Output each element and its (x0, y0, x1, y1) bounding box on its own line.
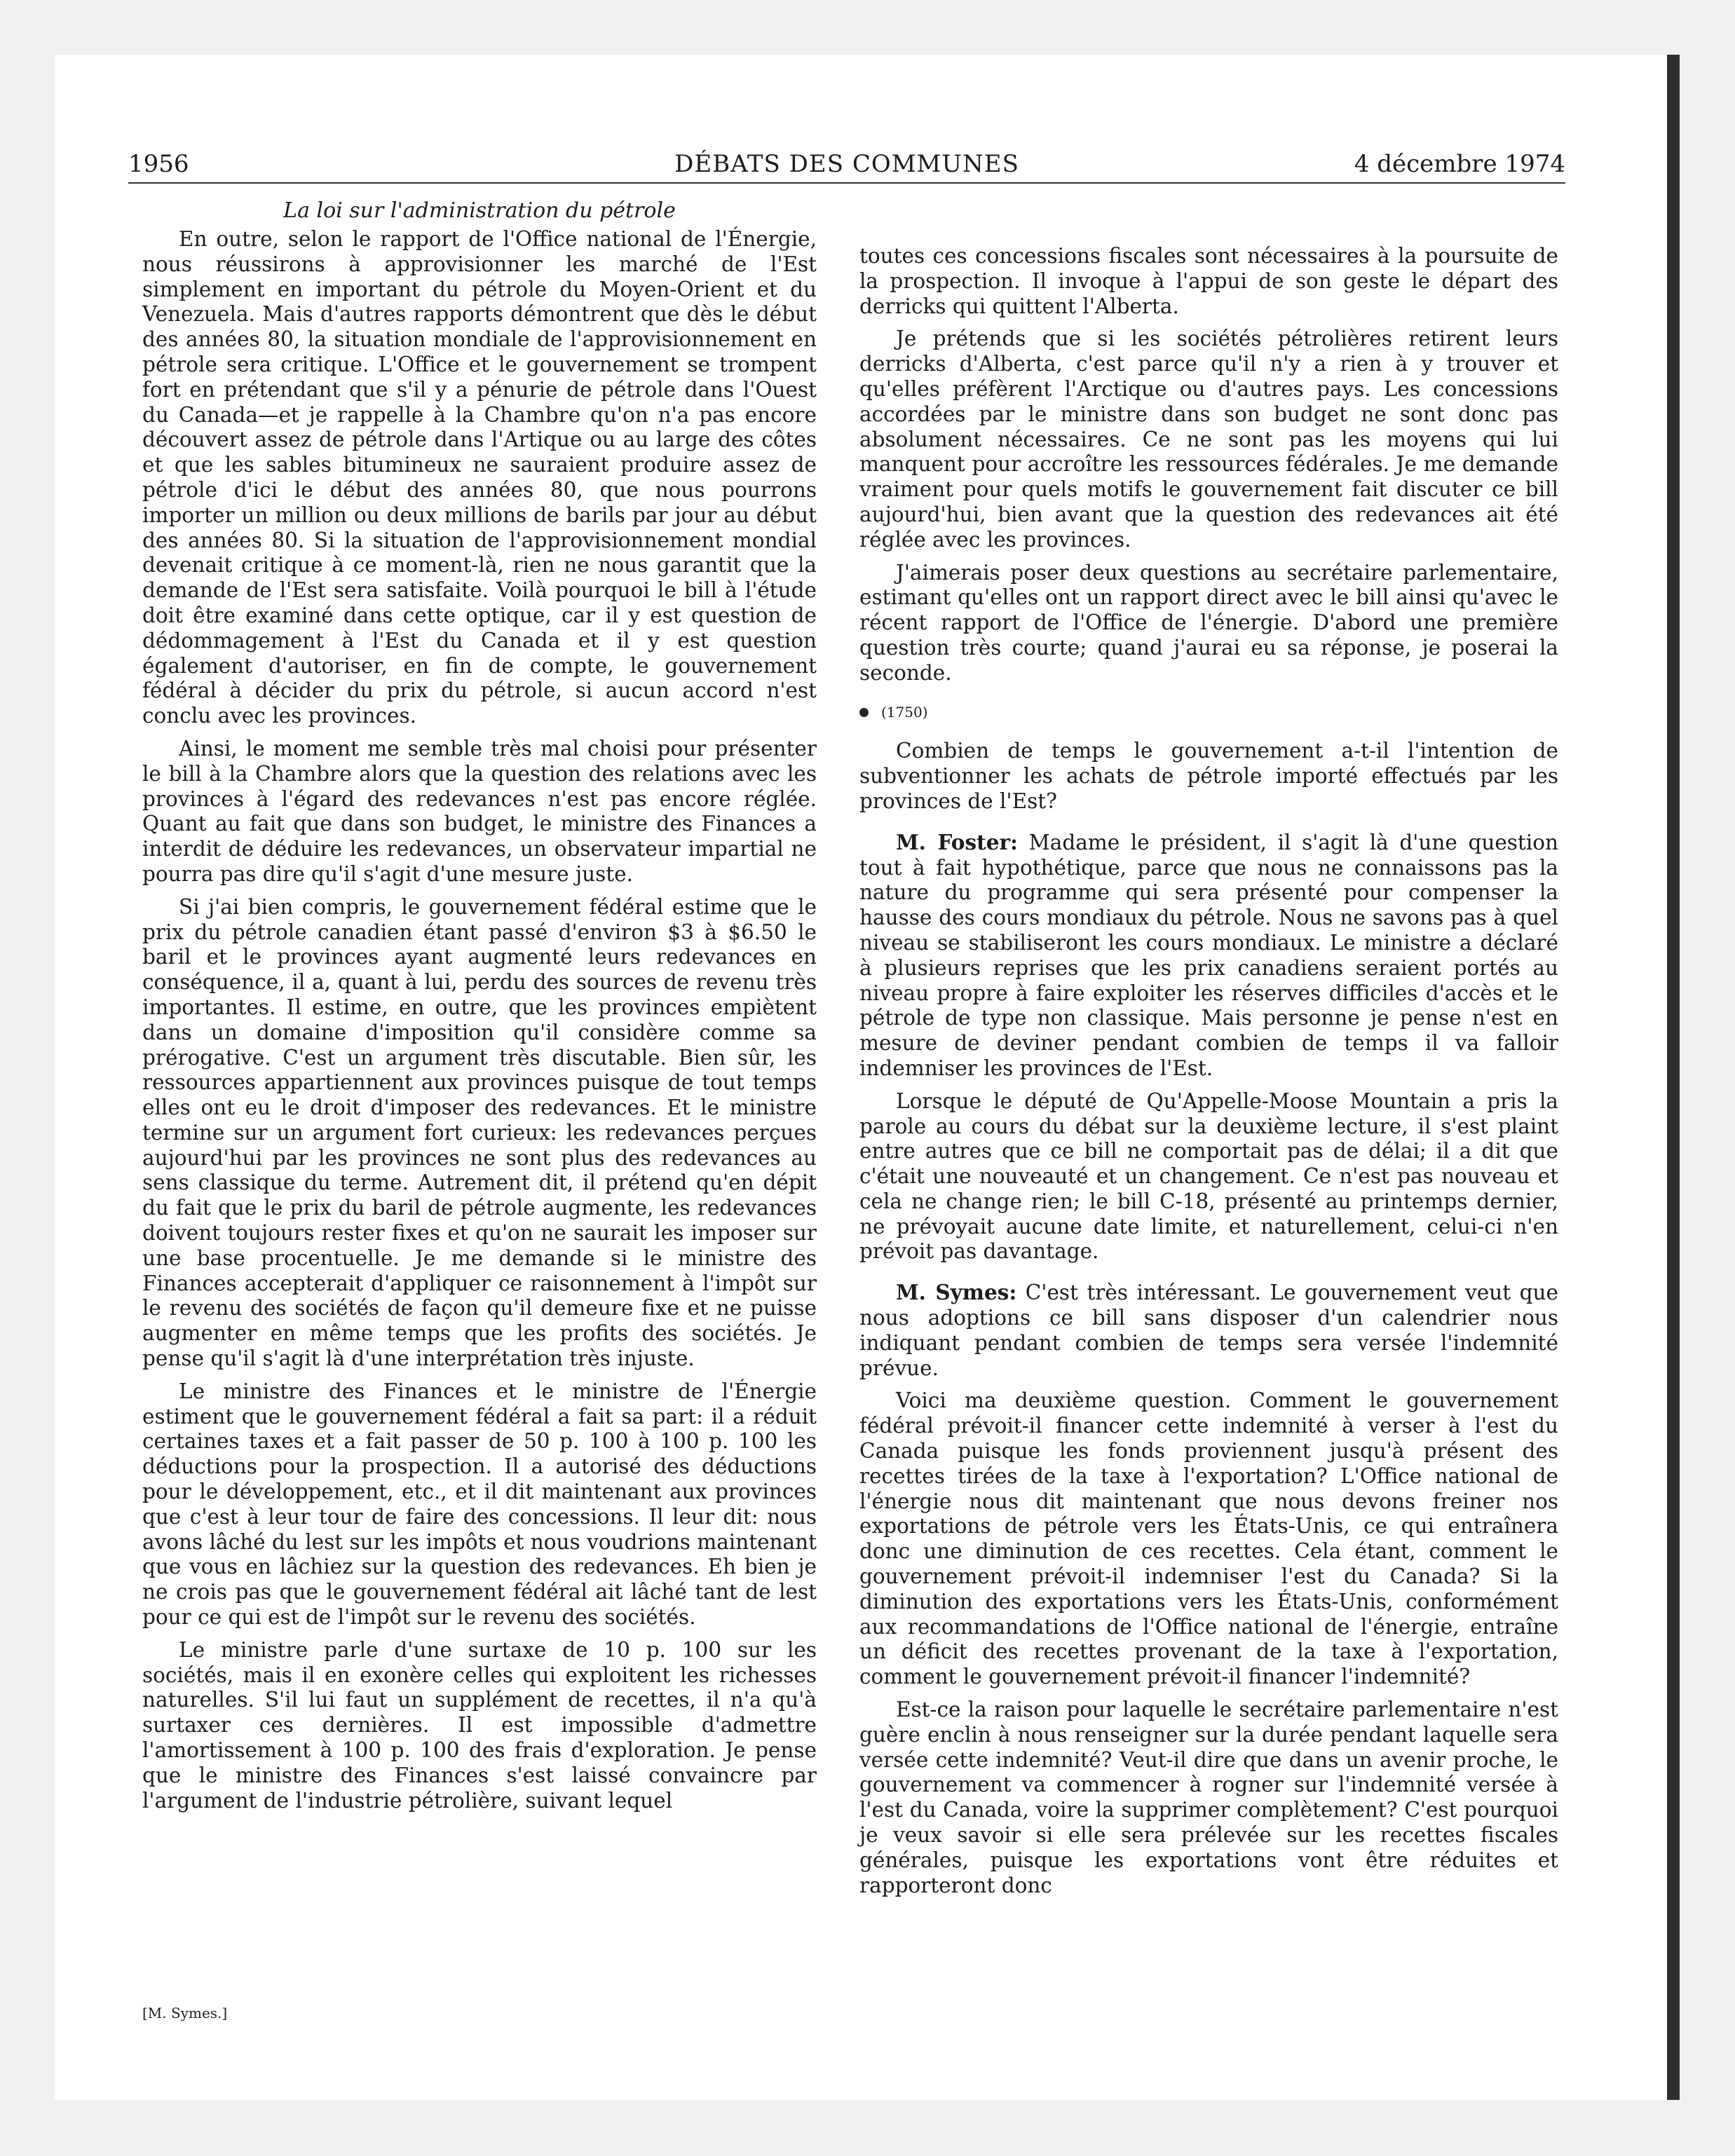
speech-text: C'est très intéressant. Le gouvernement veut que nous adoptions ce bill sans disposer d'un calendrier nous indiquant pendant combien de temps sera versée l'indemnité prévue. (859, 1281, 1558, 1380)
speaker-attribution: [M. Symes.] (142, 2005, 228, 2021)
speech-foster (859, 830, 1558, 1082)
page-number: 1956 (128, 150, 189, 178)
bullet-icon (859, 708, 869, 717)
paragraph: Je prétends que si les sociétés pétrolières retirent leurs derricks d'Alberta, c'est parce qu'il n'y a rien à y trouver et qu'elles préfèrent l'Arctique ou d'autres pays. Les concessions accordées par le ministre dans son budget ne sont donc pas absolument nécessaires. Ce ne sont pas les moyens qui lui manquent pour accroître les ressources fédérales. Je me demande vraiment pour quels motifs le gouvernement fait discuter ce bill aujourd'hui, bien avant que la question des redevances ait été réglée avec les provinces. (859, 327, 1558, 552)
right-column (859, 244, 1558, 1906)
paragraph: J'aimerais poser deux questions au secrétaire parlementaire, estimant qu'elles ont un rapport direct avec le bill ainsi qu'avec le récent rapport de l'Office de l'énergie. D'abord une première question très courte; quand j'aurai eu sa réponse, je poserai la seconde. (859, 560, 1558, 685)
speaker-name: M. Symes: (896, 1280, 1017, 1305)
paragraph: Voici ma deuxième question. Comment le gouvernement fédéral prévoit-il financer cette indemnité à verser à l'est du Canada puisque les fonds proviennent jusqu'à présent des recettes tirées de la taxe à l'exportation? L'Office national de l'énergie nous dit maintenant que nous devons freiner nos exportations de pétrole vers les États-Unis, ce qui entraînera donc une diminution de ces recettes. Cela étant, comment le gouvernement prévoit-il indemniser l'est du Canada? Si la diminution des exportations vers les États-Unis, conformément aux recommandations de l'Office national de l'énergie, entraîne un déficit des recettes provenant de la taxe à l'exportation, comment le gouvernement prévoit-il financer l'indemnité? (859, 1389, 1558, 1689)
paragraph: Est-ce la raison pour laquelle le secrétaire parlementaire n'est guère enclin à nous renseigner sur la durée pendant laquelle sera versée cette indemnité? Veut-il dire que dans un avenir proche, le gouvernement va commencer à rogner sur l'indemnité versée à l'est du Canada, voire la supprimer complètement? C'est pourquoi je veux savoir si elle sera prélevée sur les recettes fiscales générales, puisque les exportations vont être réduites et rapporteront donc (859, 1698, 1558, 1897)
paragraph: Lorsque le député de Qu'Appelle-Moose Mountain a pris la parole au cours du débat sur la deuxième lecture, il s'est plaint entre autres que ce bill ne comportait pas de délai; il a dit que c'était une nouveauté et un changement. Ce n'est pas nouveau et cela ne change rien; le bill C-18, présenté au printemps dernier, ne prévoyait aucune date limite, et naturellement, celui-ci n'en prévoit pas davantage. (859, 1089, 1558, 1264)
timestamp: (1750) (881, 703, 928, 721)
paragraph: En outre, selon le rapport de l'Office national de l'Énergie, nous réussirons à approvisionner les marché de l'Est simplement en important du pétrole du Moyen-Orient et du Venezuela. Mais d'autres rapports démontrent que dès le début des années 80, la situation mondiale de l'approvisionnement en pétrole sera critique. L'Office et le gouvernement se trompent fort en prétendant que s'il y a pénurie de pétrole dans l'Ouest du Canada—et je rappelle à la Chambre qu'on n'a pas encore découvert assez de pétrole dans l'Artique ou au large des côtes et que les sables bitumineux ne sauraient produire assez de pétrole d'ici le début des années 80, que nous pourrons importer un million ou deux millions de barils par jour au début des années 80. Si la situation de l'approvisionnement mondial devenait critique à ce moment-là, rien ne nous garantit que la demande de l'Est sera satisfaite. Voilà pourquoi le bill à l'étude doit être examiné dans cette optique, car il y est question de dédommagement à l'Est du Canada et il y est question également d'autoriser, en fin de compte, le gouvernement fédéral à décider du prix du pétrole, si aucun accord n'est conclu avec les provinces. (142, 227, 817, 728)
publication-date: 4 décembre 1974 (1354, 150, 1565, 178)
timestamp-marker (859, 700, 1558, 725)
paragraph: Le ministre des Finances et le ministre de l'Énergie estiment que le gouvernement fédéral a fait sa part: il a réduit certaines taxes et a fait passer de 50 p. 100 à 100 p. 100 les déductions pour la prospection. Il a autorisé des déductions pour le développement, etc., et il dit maintenant aux provinces que c'est à leur tour de faire des concessions. Il leur dit: nous avons lâché du lest sur les impôts et nous voudrions maintenant que vous en lâchiez sur la question des redevances. Eh bien je ne crois pas que le gouvernement fédéral ait lâché tant de lest pour ce qui est de l'impôt sur le revenu des sociétés. (142, 1379, 817, 1630)
publication-title: DÉBATS DES COMMUNES (674, 150, 1019, 178)
paragraph: Combien de temps le gouvernement a-t-il l'intention de subventionner les achats de pétrole importé effectués par les provinces de l'Est? (859, 739, 1558, 813)
speech-text: Madame le président, il s'agit là d'une question tout à fait hypothétique, parce que nous ne connaissons pas la nature du programme qui sera présenté pour compenser la hausse des cours mondiaux du pétrole. Nous ne savons pas à quel niveau se stabiliseront les cours mondiaux. Le ministre a déclaré à plusieurs reprises que les prix canadiens seraient portés au niveau propre à faire exploiter les réserves difficiles d'accès et le pétrole de type non classique. Mais personne je pense n'est en mesure de deviner pendant combien de temps il va falloir indemniser les provinces de l'Est. (859, 830, 1558, 1080)
paragraph: toutes ces concessions fiscales sont nécessaires à la poursuite de la prospection. Il invoque à l'appui de son geste le départ des derricks qui quittent l'Alberta. (859, 244, 1558, 318)
left-column (142, 198, 817, 1821)
speech-symes (859, 1280, 1558, 1381)
paragraph: Le ministre parle d'une surtaxe de 10 p. 100 sur les sociétés, mais il en exonère celles qui exploitent les richesses naturelles. S'il lui faut un supplément de recettes, il n'a qu'à surtaxer ces dernières. Il est impossible d'admettre l'amortissement à 100 p. 100 des frais d'exploration. Je pense que le ministre des Finances s'est laissé convaincre par l'argument de l'industrie pétrolière, suivant lequel (142, 1637, 817, 1813)
paragraph: Si j'ai bien compris, le gouvernement fédéral estime que le prix du pétrole canadien étant passé d'environ $3 à $6.50 le baril et le provinces ayant augmenté leurs redevances en conséquence, il a, quant à lui, perdu des sources de revenu très importantes. Il estime, en outre, que les provinces empiètent dans un domaine d'imposition qu'il considère comme sa prérogative. C'est un argument très discutable. Bien sûr, les ressources appartiennent aux provinces puisque de tout temps elles ont eu le droit d'imposer des redevances. Et le ministre termine sur un argument fort curieux: les redevances perçues aujourd'hui par les provinces ne sont plus des redevances au sens classique du terme. Autrement dit, il prétend qu'en dépit du fait que le prix du baril de pétrole augmente, les redevances doivent toujours rester fixes et qu'on ne saurait les imposer sur une base procentuelle. Je me demande si le ministre des Finances accepterait d'appliquer ce raisonnement à l'impôt sur le revenu des sociétés de façon qu'il demeure fixe et ne puisse augmenter en même temps que les profits des sociétés. Je pense qu'il s'agit là d'une interprétation très injuste. (142, 894, 817, 1371)
section-title: La loi sur l'administration du pétrole (283, 198, 676, 223)
paragraph: Ainsi, le moment me semble très mal choisi pour présenter le bill à la Chambre alors que la question des relations avec les provinces à l'égard des redevances n'est pas encore réglée. Quant au fait que dans son budget, le ministre des Finances a interdit de déduire les redevances, un observateur impartial ne pourra pas dire qu'il s'agit d'une mesure juste. (142, 736, 817, 886)
speaker-name: M. Foster: (896, 829, 1018, 854)
scan-edge (1667, 55, 1680, 2100)
page-header (128, 149, 1565, 184)
